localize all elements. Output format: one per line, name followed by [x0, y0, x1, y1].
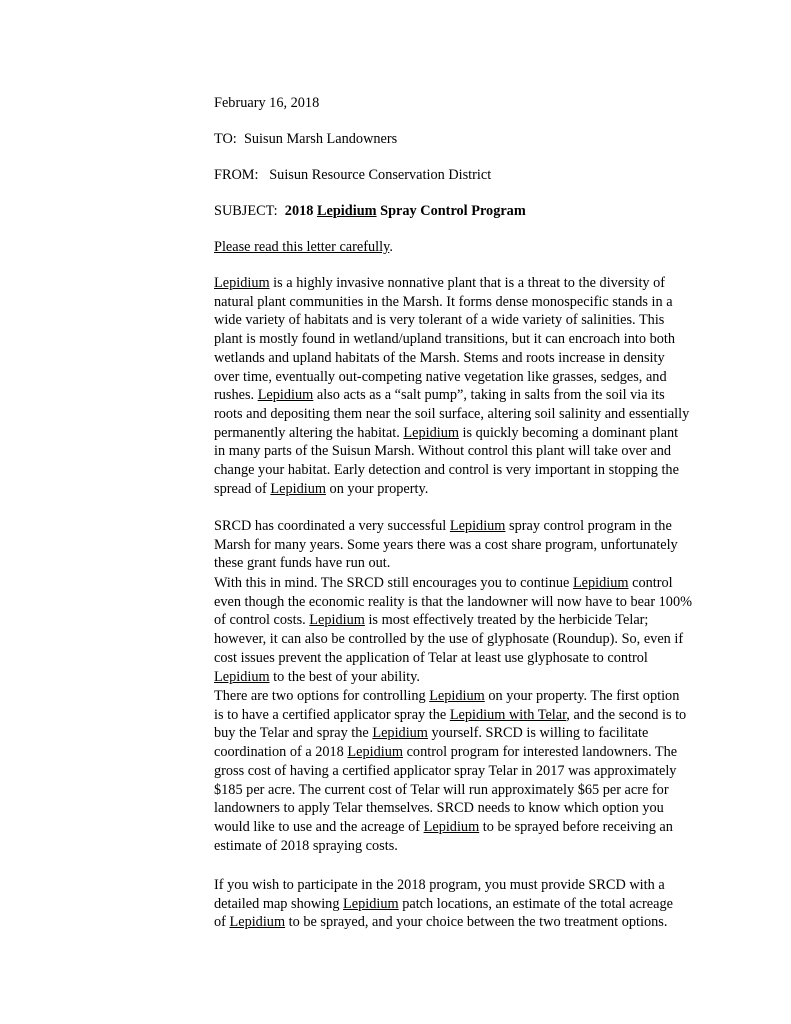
paragraph-line [214, 536, 734, 555]
underlined-term: Lepidium [214, 668, 270, 685]
underlined-term: Lepidium [343, 895, 399, 912]
text-run: patch locations, an estimate of the total acreage [398, 895, 673, 912]
paragraph-line [214, 368, 734, 387]
text-run: spread of [214, 480, 271, 497]
text-run: however, it can also be controlled by the use of glyphosate (Roundup). So, even if [214, 631, 684, 648]
text-run: wetlands and upland habitats of the Marsh. Stems and roots increase in density [214, 349, 665, 366]
paragraph-line [214, 574, 734, 593]
text-run: If you wish to participate in the 2018 program, you must provide SRCD with a [214, 877, 665, 893]
text-run: yourself. SRCD is willing to facilitate [427, 725, 649, 742]
underlined-term: Lepidium [214, 275, 270, 291]
paragraph-line [214, 649, 734, 668]
subject-title-prefix: 2018 [284, 203, 317, 219]
text-run: of [214, 914, 230, 931]
subject-title [285, 203, 526, 219]
paragraph-4 [214, 687, 734, 855]
text-run: over time, eventually out-competing native vegetation like grasses, sedges, and [214, 368, 667, 385]
paragraph-1 [214, 274, 734, 498]
paragraph-line [214, 349, 734, 368]
text-run: gross cost of having a certified applicator spray Telar in 2017 was approximately [214, 762, 677, 779]
text-run: is to have a certified applicator spray the [214, 706, 450, 723]
paragraph-line [214, 762, 734, 781]
to-label: TO: [214, 131, 237, 147]
paragraph-line [214, 837, 734, 856]
paragraph-line [214, 687, 734, 706]
text-run: wide variety of habitats and is very tolerant of a wide variety of salinities. This [214, 312, 665, 329]
underlined-term: Lepidium [229, 914, 286, 931]
notice-text: Please read this letter carefully [214, 239, 390, 255]
text-run: landowners to apply Telar themselves. SRCD needs to know which option you [214, 800, 664, 817]
paragraph-line [214, 593, 734, 612]
from-value: Suisun Resource Conservation District [269, 167, 492, 183]
text-run: also acts as a “salt pump”, taking in salts from the soil via its [313, 387, 665, 404]
text-run: buy the Telar and spray the [214, 725, 373, 742]
paragraph-line [214, 724, 734, 743]
underlined-term: Lepidium [572, 575, 629, 591]
paragraph-line [214, 293, 734, 312]
subject-line [214, 202, 734, 221]
text-run: detailed map showing [214, 895, 344, 912]
paragraph-5 [214, 876, 734, 932]
text-run: coordination of a 2018 [214, 744, 348, 761]
notice-line [214, 238, 734, 257]
text-run: cost issues prevent the application of Telar at least use glyphosate to control [214, 649, 648, 666]
to-value: Suisun Marsh Landowners [243, 131, 398, 147]
text-run: SRCD has coordinated a very successful [214, 518, 450, 534]
to-line [214, 130, 734, 149]
paragraph-2 [214, 517, 734, 573]
paragraph-line [214, 799, 734, 818]
paragraph-line [214, 743, 734, 762]
text-run: control [628, 575, 673, 591]
text-run: is quickly becoming a dominant plant [458, 424, 679, 441]
paragraph-3 [214, 574, 734, 686]
text-run: in many parts of the Suisun Marsh. Without control this plant will take over and [214, 443, 671, 460]
letter-date: February 16, 2018 [214, 95, 320, 111]
underlined-term: Lepidium [372, 725, 428, 742]
text-run: There are two options for controlling [214, 688, 430, 704]
text-run: control program for interested landowners. The [403, 744, 678, 761]
paragraph-line [214, 706, 734, 725]
paragraph-line [214, 876, 734, 895]
text-run: With this in mind. The SRCD still encourages you to continue [214, 575, 573, 591]
text-run: natural plant communities in the Marsh. It forms dense monospecific stands in a [214, 293, 673, 310]
text-run: is most effectively treated by the herbicide Telar; [364, 612, 649, 629]
underlined-term: Lepidium [270, 480, 326, 497]
text-run: even though the economic reality is that the landowner will now have to bear 100% [214, 593, 693, 610]
underlined-term: Lepidium [423, 818, 480, 835]
paragraph-line [214, 405, 734, 424]
underlined-term: Lepidium [347, 744, 403, 761]
paragraph-line [214, 895, 734, 914]
paragraph-line [214, 517, 734, 536]
paragraph-line [214, 461, 734, 480]
text-run: Marsh for many years. Some years there was a cost share program, unfortunately [214, 536, 678, 553]
text-run: to the best of your ability. [269, 668, 420, 685]
text-run: these grant funds have run out. [214, 555, 391, 572]
paragraph-line [214, 818, 734, 837]
from-label: FROM: [214, 167, 259, 183]
subject-title-suffix: Spray Control Program [376, 203, 526, 219]
underlined-term: Lepidium [449, 518, 506, 534]
paragraph-line [214, 630, 734, 649]
underlined-term: Lepidium [403, 424, 459, 441]
text-run: rushes. [214, 387, 258, 404]
text-run: is a highly invasive nonnative plant that is a threat to the diversity of [269, 275, 666, 291]
text-run: spray control program in the [505, 518, 672, 534]
underlined-term: Lepidium with Telar [449, 706, 567, 723]
paragraph-line [214, 913, 734, 932]
text-run: of control costs. [214, 612, 310, 629]
text-run: would like to use and the acreage of [214, 818, 424, 835]
paragraph-line [214, 554, 734, 573]
paragraph-line [214, 330, 734, 349]
text-run: , and the second is to [566, 706, 687, 723]
text-run: permanently altering the habitat. [214, 424, 404, 441]
text-run: plant is mostly found in wetland/upland transitions, but it can encroach into both [214, 331, 675, 348]
letter-body [214, 94, 734, 113]
paragraph-line [214, 311, 734, 330]
underlined-term: Lepidium [429, 688, 485, 704]
paragraph-line [214, 424, 734, 443]
paragraph-line [214, 668, 734, 687]
paragraph-line [214, 611, 734, 630]
paragraph-line [214, 480, 734, 499]
subject-title-term: Lepidium [316, 203, 377, 219]
text-run: roots and depositing them near the soil surface, altering soil salinity and essentially [214, 405, 690, 422]
paragraph-line [214, 386, 734, 405]
from-line [214, 166, 734, 185]
notice-period: . [389, 239, 393, 255]
text-run: to be sprayed, and your choice between the two treatment options. [285, 914, 668, 931]
paragraph-line [214, 442, 734, 461]
text-run: $185 per acre. The current cost of Telar will run approximately $65 per acre for [214, 781, 669, 798]
text-run: to be sprayed before receiving an [479, 818, 673, 835]
text-run: estimate of 2018 spraying costs. [214, 837, 398, 854]
paragraph-line [214, 781, 734, 800]
underlined-term: Lepidium [309, 612, 365, 629]
underlined-term: Lepidium [257, 387, 314, 404]
text-run: change your habitat. Early detection and control is very important in stopping the [214, 462, 679, 479]
text-run: on your property. The first option [484, 688, 680, 704]
text-run: on your property. [325, 480, 429, 497]
paragraph-line [214, 274, 734, 293]
subject-label: SUBJECT: [214, 203, 278, 219]
